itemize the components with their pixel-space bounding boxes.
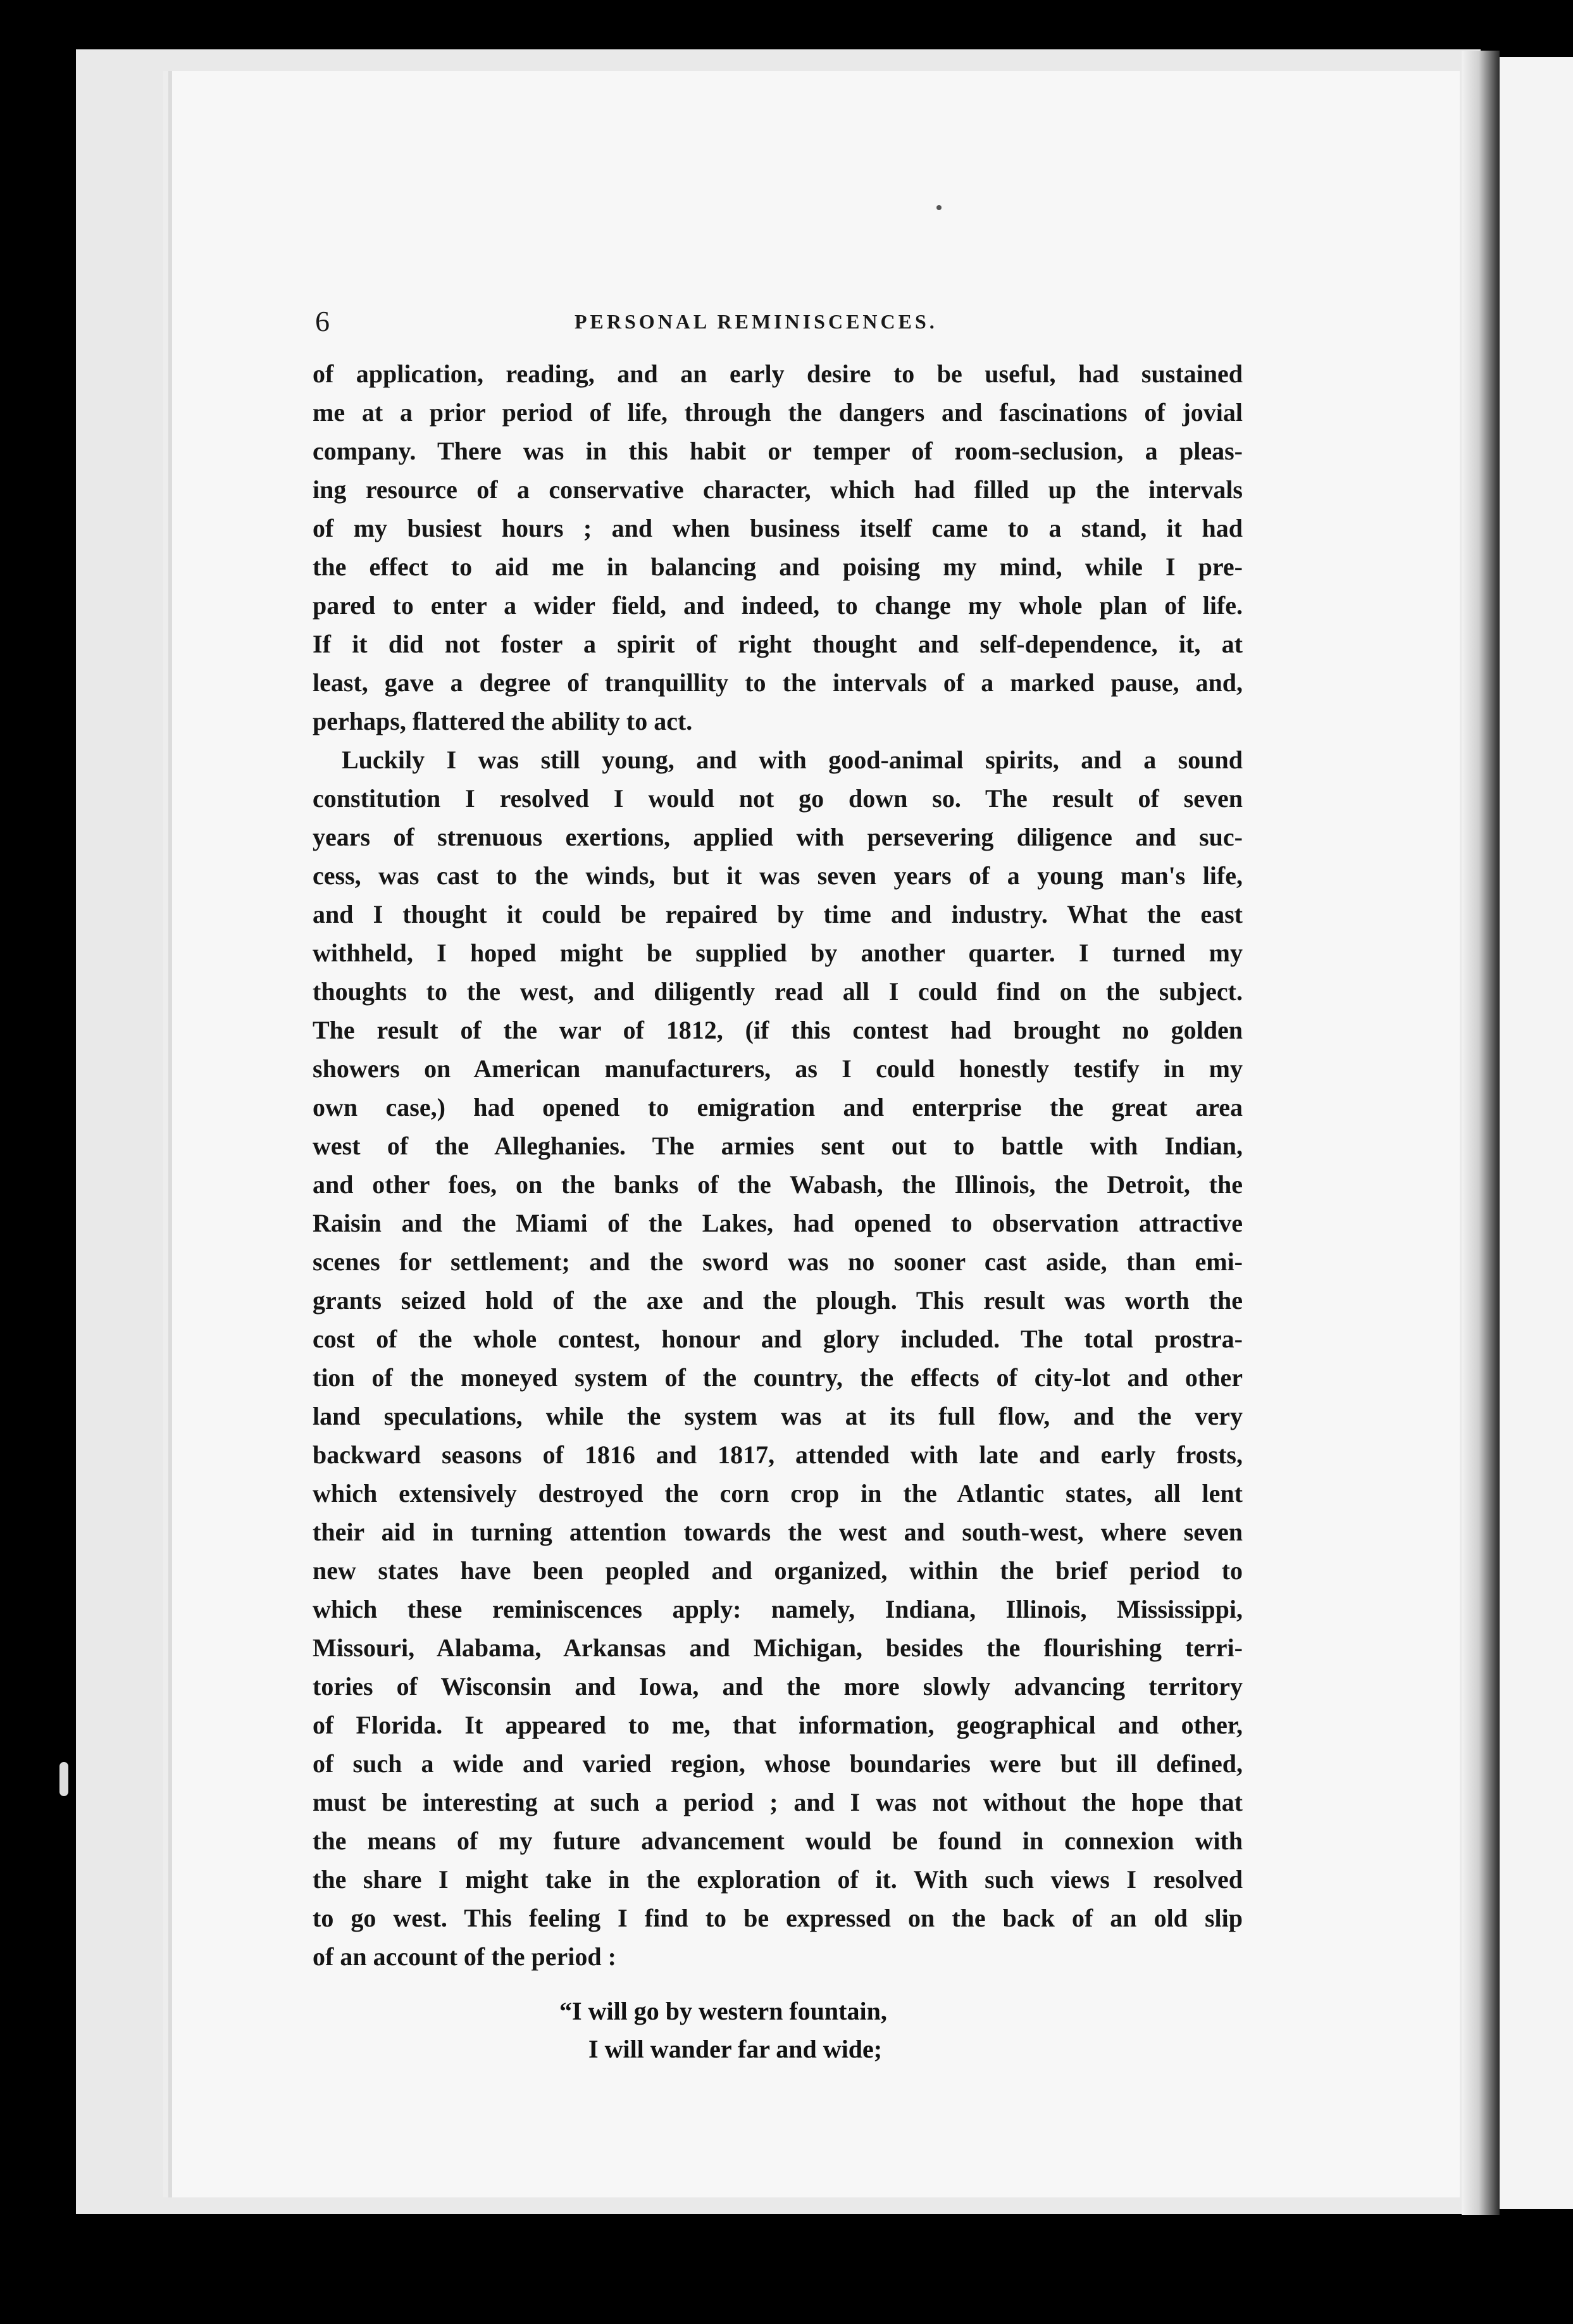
text-line: Missouri, Alabama, Arkansas and Michigan, besides the flourishing terri- [313,1634,1243,1662]
text-line: least, gave a degree of tranquillity to the intervals of a marked pause, and, [313,668,1243,697]
text-line: backward seasons of 1816 and 1817, attended with late and early frosts, [313,1440,1243,1469]
text-line: withheld, I hoped might be supplied by another quarter. I turned my [313,939,1243,967]
text-line: their aid in turning attention towards the west and south-west, where seven [313,1518,1243,1546]
text-line: years of strenuous exertions, applied with persevering diligence and suc- [313,823,1243,851]
page-header [315,303,1245,340]
text-line: land speculations, while the system was at its full flow, and the very [313,1402,1243,1430]
margin-ink-spot [59,1762,68,1796]
text-line: ing resource of a conservative character, which had filled up the intervals [313,475,1243,504]
facing-page-edge [1500,57,1573,2209]
verse-line: “I will go by western fountain, [559,1997,887,2025]
text-line: which extensively destroyed the corn crop in the Atlantic states, all lent [313,1479,1243,1508]
text-line: to go west. This feeling I find to be expressed on the back of an old slip [313,1904,1243,1932]
text-line: pared to enter a wider field, and indeed, to change my whole plan of life. [313,591,1243,620]
text-line: and I thought it could be repaired by time and industry. What the east [313,900,1243,928]
text-line: of such a wide and varied region, whose boundaries were but ill defined, [313,1749,1243,1778]
text-line: tion of the moneyed system of the country, the effects of city-lot and other [313,1363,1243,1392]
text-line: must be interesting at such a period ; and I was not without the hope that [313,1788,1243,1816]
text-line: showers on American manufacturers, as I could honestly testify in my [313,1054,1243,1083]
text-line: company. There was in this habit or temper of room-seclusion, a pleas- [313,437,1243,465]
text-line: the means of my future advancement would be found in connexion with [313,1827,1243,1855]
text-line: If it did not foster a spirit of right thought and self-dependence, it, at [313,630,1243,658]
page-number: 6 [315,305,330,337]
text-line: grants seized hold of the axe and the plough. This result was worth the [313,1286,1243,1315]
verse-line: I will wander far and wide; [588,2035,883,2063]
text-line: and other foes, on the banks of the Wabash, the Illinois, the Detroit, the [313,1170,1243,1199]
text-line: the effect to aid me in balancing and poising my mind, while I pre- [313,553,1243,581]
text-line: of Florida. It appeared to me, that information, geographical and other, [313,1711,1243,1739]
text-line: cost of the whole contest, honour and glory included. The total prostra- [313,1325,1243,1353]
running-head: PERSONAL REMINISCENCES. [575,310,938,333]
page-speck [936,205,942,210]
text-line: own case,) had opened to emigration and enterprise the great area [313,1093,1243,1121]
text-line: tories of Wisconsin and Iowa, and the more slowly advancing territory [313,1672,1243,1701]
text-line: The result of the war of 1812, (if this contest had brought no golden [313,1016,1243,1044]
text-line: of an account of the period : [313,1942,616,1971]
text-line: Raisin and the Miami of the Lakes, had opened to observation attractive [313,1209,1243,1237]
text-line: thoughts to the west, and diligently read all I could find on the subject. [313,977,1243,1006]
text-line: me at a prior period of life, through the dangers and fascinations of jovial [313,398,1243,427]
text-line: the share I might take in the exploration of it. With such views I resolved [313,1865,1243,1894]
text-line: of application, reading, and an early desire to be useful, had sustained [313,359,1243,388]
text-line: constitution I resolved I would not go down so. The result of seven [313,784,1243,813]
text-line: scenes for settlement; and the sword was no sooner cast aside, than emi- [313,1247,1243,1276]
book-spine-shadow [1462,51,1500,2215]
text-line: new states have been peopled and organized, within the brief period to [313,1556,1243,1585]
text-line: west of the Alleghanies. The armies sent out to battle with Indian, [313,1132,1243,1160]
text-line: which these reminiscences apply: namely, Indiana, Illinois, Mississippi, [313,1595,1243,1623]
text-line: of my busiest hours ; and when business itself came to a stand, it had [313,514,1243,542]
body-text [313,354,1243,1976]
verse-quote [313,1992,1243,2068]
text-line: perhaps, flattered the ability to act. [313,707,693,735]
text-line: cess, was cast to the winds, but it was seven years of a young man's life, [313,861,1243,890]
text-line: Luckily I was still young, and with good-animal spirits, and a sound [342,746,1243,774]
